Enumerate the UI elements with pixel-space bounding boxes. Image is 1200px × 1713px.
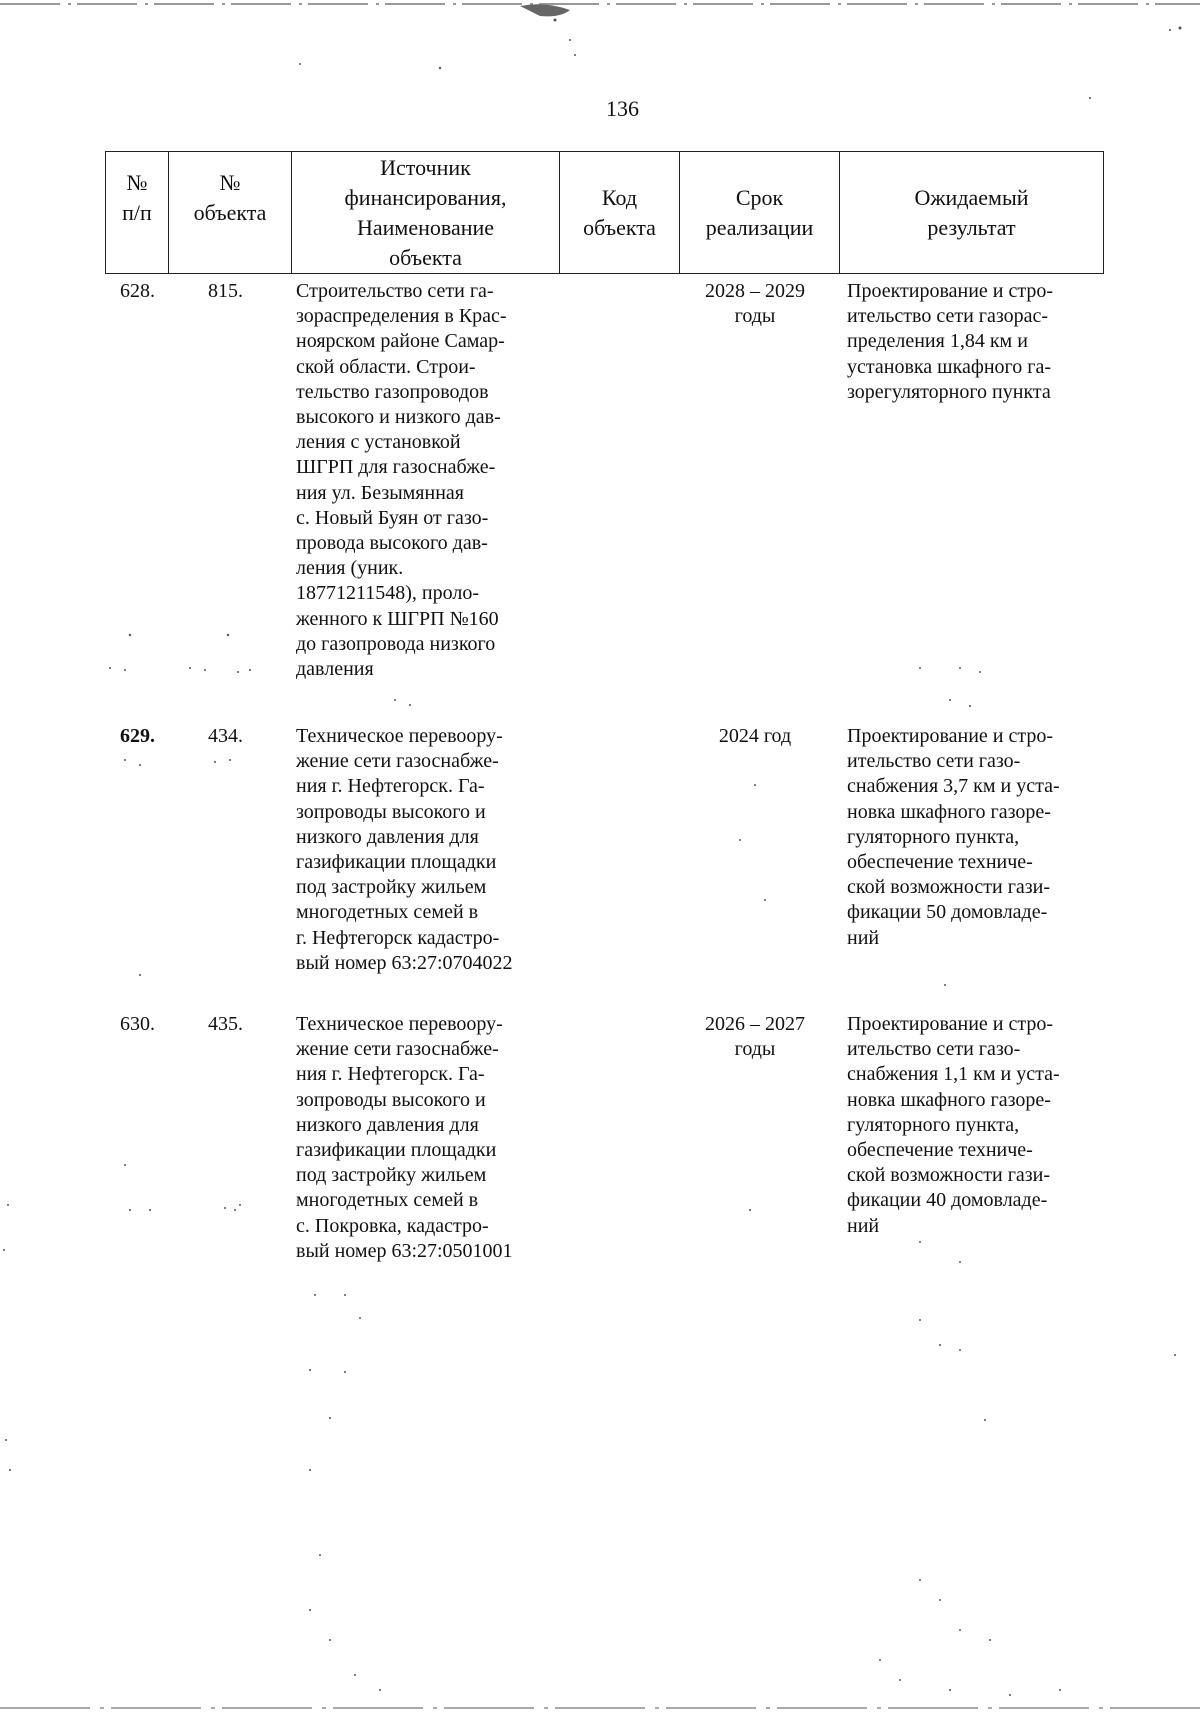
table-header bbox=[105, 151, 1104, 274]
row-number: 628. bbox=[120, 280, 155, 302]
header-term: Срок реализации bbox=[680, 152, 840, 274]
row-number: 629. bbox=[120, 725, 155, 747]
header-result: Ожидаемый результат bbox=[840, 152, 1104, 274]
header-num: № п/п bbox=[106, 152, 169, 274]
header-object-code: Код объекта bbox=[560, 152, 680, 274]
object-name: Техническое перевоору- жение сети газоснабже- ния г. Нефтегорск. Га- зопроводы высокого и низкого давления для газификации площадки под застройку жильем многодетных семей в с. Покровка, кадастро- вый номер 63:27:0501001 bbox=[296, 1013, 513, 1262]
page-number: 136 bbox=[606, 96, 639, 121]
object-number: 434. bbox=[208, 725, 243, 747]
implementation-term: 2024 год bbox=[718, 725, 792, 747]
header-source-name: Источник финансирования, Наименование объекта bbox=[292, 152, 560, 274]
implementation-term: 2026 – 2027 годы bbox=[705, 1013, 805, 1061]
expected-result: Проектирование и стро- ительство сети газо- снабжения 1,1 км и уста- новка шкафного газоре- гуляторного пункта, обеспечение техниче- ской возможности гази- фикации 40 домовладе- ний bbox=[847, 1013, 1060, 1237]
object-number: 815. bbox=[208, 280, 243, 302]
object-name: Техническое перевоору- жение сети газоснабже- ния г. Нефтегорск. Га- зопроводы высокого и низкого давления для газификации площадки под застройку жильем многодетных семей в г. Нефтегорск кадастро- вый номер 63:27:0704022 bbox=[296, 725, 513, 974]
expected-result: Проектирование и стро- ительство сети газо- снабжения 3,7 км и уста- новка шкафного газоре- гуляторного пункта, обеспечение техниче- ской возможности гази- фикации 50 домовладе- ний bbox=[847, 725, 1060, 949]
header-object-number: № объекта bbox=[169, 152, 292, 274]
expected-result: Проектирование и стро- ительство сети газорас- пределения 1,84 км и установка шкафного га- зорегуляторного пункта bbox=[847, 280, 1054, 403]
object-name: Строительство сети га- зораспределения в Крас- ноярском районе Самар- ской области. Строи- тельство газопроводов высокого и низкого дав- ления с установкой ШГРП для газоснабже- ния ул. Безымянная с. Новый Буян от газо- провода высокого дав- ления (уник. 18771211548), проло- женного к ШГРП №160 до газопровода низкого давления bbox=[296, 280, 507, 681]
implementation-term: 2028 – 2029 годы bbox=[705, 280, 805, 328]
row-number: 630. bbox=[120, 1013, 155, 1035]
object-number: 435. bbox=[208, 1013, 243, 1035]
